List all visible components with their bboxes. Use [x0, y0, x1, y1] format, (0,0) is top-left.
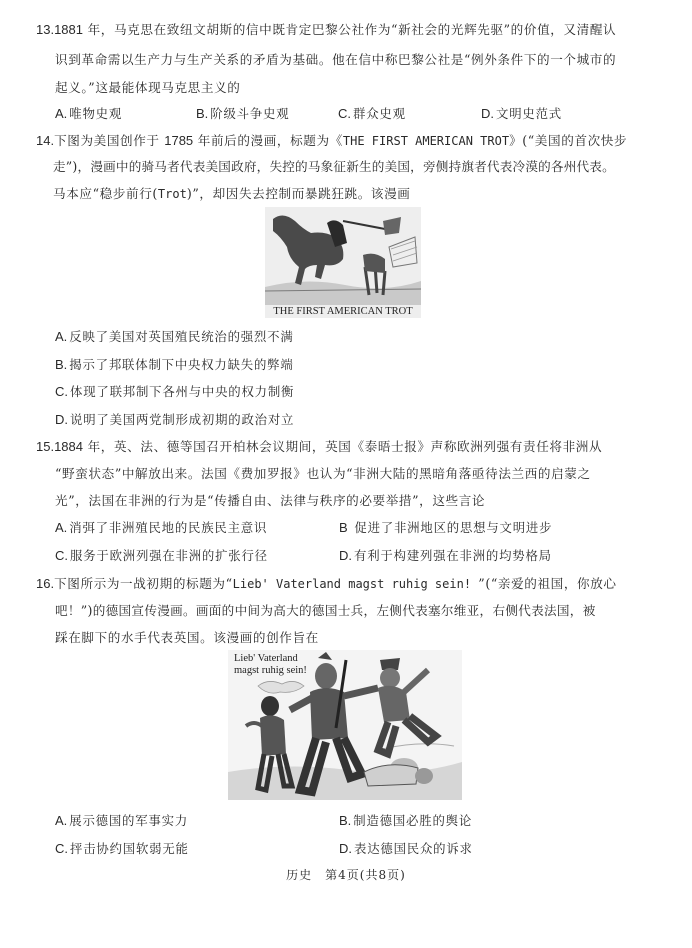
option-d[interactable]: D. 表达德国民众的诉求 — [339, 841, 473, 856]
option-c[interactable]: C. 体现了联邦制下各州与中央的权力制衡 — [55, 384, 295, 399]
option-a[interactable]: A. 展示德国的军事实力 — [55, 813, 189, 828]
option-a[interactable]: A. 消弭了非洲殖民地的民族民主意识 — [55, 520, 268, 535]
cartoon-lieb-vaterland — [228, 650, 462, 800]
option-d[interactable]: D. 文明史范式 — [481, 106, 562, 121]
question-15-line-3: 光”，法国在非洲的行为是“传播自由、法律与秩序的必要举措”，这些言论 — [55, 493, 486, 508]
question-15-line-1: 15.1884 年，英、法、德等国召开柏林会议期间，英国《泰晤士报》声称欧洲列强有责任将非洲从 — [36, 439, 603, 454]
option-c[interactable]: C. 抨击协约国软弱无能 — [55, 841, 189, 856]
option-c[interactable]: C. 服务于欧洲列强在非洲的扩张行径 — [55, 548, 268, 563]
question-14-line-1: 14.下图为美国创作于 1785 年前后的漫画，标题为《THE FIRST AMERICAN TROT》(“美国的首次快步 — [36, 133, 628, 148]
cartoon-first-american-trot — [265, 207, 421, 318]
cartoon-horse-rider-illustration — [265, 207, 421, 318]
question-16-line-2: 吧！”)的德国宣传漫画。画面的中间为高大的德国士兵，左侧代表塞尔维亚，右侧代表法国，被 — [55, 603, 596, 618]
question-16-line-3: 踩在脚下的水手代表英国。该漫画的创作旨在 — [55, 630, 319, 645]
question-13-line-1: 13.1881 年，马克思在致纽文胡斯的信中既肯定巴黎公社作为“新社会的光辉先驱”的价值，又清醒认 — [36, 22, 617, 37]
option-b[interactable]: B 促进了非洲地区的思想与文明进步 — [339, 520, 553, 535]
svg-text:Lieb' Vaterland: Lieb' Vaterland — [234, 653, 298, 664]
option-b[interactable]: B. 阶级斗争史观 — [196, 106, 290, 121]
question-number: 16. — [36, 576, 55, 591]
question-13-line-3: 起义。”这最能体现马克思主义的 — [55, 80, 241, 95]
question-14-line-3: 马本应“稳步前行(Trot)”，却因失去控制而暴跳狂跳。该漫画 — [53, 186, 411, 201]
question-number: 15. — [36, 439, 55, 454]
svg-text:THE FIRST AMERICAN TROT: THE FIRST AMERICAN TROT — [273, 306, 413, 317]
question-15-line-2: “野蛮状态”中解放出来。法国《费加罗报》也认为“非洲大陆的黑暗角落亟待法兰西的启蒙之 — [55, 466, 591, 481]
option-d[interactable]: D. 说明了美国两党制形成初期的政治对立 — [55, 412, 295, 427]
cartoon-soldiers-illustration — [228, 650, 462, 800]
question-number: 14. — [36, 133, 55, 148]
question-13-line-2: 识到革命需以生产力与生产关系的矛盾为基础。他在信中称巴黎公社是“例外条件下的一个城市的 — [55, 52, 617, 67]
question-16-line-1: 16.下图所示为一战初期的标题为“Lieb' Vaterland magst ruhig sein! ”(“亲爱的祖国，你放心 — [36, 576, 617, 591]
option-d[interactable]: D. 有利于构建列强在非洲的均势格局 — [339, 548, 552, 563]
svg-text:magst ruhig sein!: magst ruhig sein! — [234, 665, 307, 676]
page-footer: 历史 第4页(共8页) — [286, 868, 406, 882]
option-a[interactable]: A. 反映了美国对英国殖民统治的强烈不满 — [55, 329, 294, 344]
question-number: 13. — [36, 22, 55, 37]
question-14-line-2: 走”)，漫画中的骑马者代表美国政府，失控的马象征新生的美国，旁侧持旗者代表冷漠的各州代表。 — [53, 159, 615, 174]
option-a[interactable]: A. 唯物史观 — [55, 106, 123, 121]
option-b[interactable]: B. 制造德国必胜的舆论 — [339, 813, 473, 828]
option-c[interactable]: C. 群众史观 — [338, 106, 406, 121]
option-b[interactable]: B. 揭示了邦联体制下中央权力缺失的弊端 — [55, 357, 294, 372]
